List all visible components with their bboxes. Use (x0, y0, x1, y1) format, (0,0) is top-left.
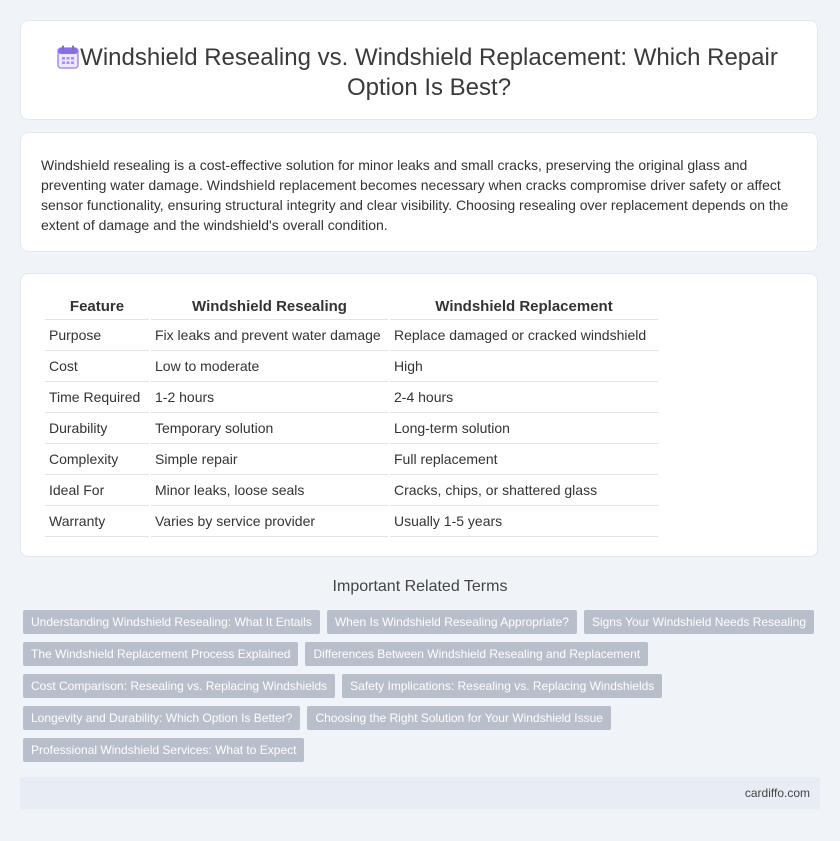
column-header-feature: Feature (45, 294, 149, 320)
table-row (45, 351, 658, 382)
table-cell: Minor leaks, loose seals (151, 475, 388, 506)
related-terms-heading: Important Related Terms (332, 578, 508, 595)
table-cell: Cost (45, 351, 149, 382)
related-terms-list (23, 610, 823, 762)
table-cell: 2-4 hours (390, 382, 658, 413)
table-cell: Varies by service provider (151, 506, 388, 537)
table-cell: Full replacement (390, 444, 658, 475)
related-term-tag[interactable]: Choosing the Right Solution for Your Windshield Issue (307, 706, 611, 730)
page-title: Windshield Resealing vs. Windshield Replacement: Which Repair Option Is Best? (80, 44, 778, 101)
related-term-tag[interactable]: Signs Your Windshield Needs Resealing (584, 610, 814, 634)
summary-card (20, 132, 818, 252)
table-cell: Replace damaged or cracked windshield (390, 320, 658, 351)
table-cell: Long-term solution (390, 413, 658, 444)
table-cell: Warranty (45, 506, 149, 537)
table-row (45, 382, 658, 413)
footer-site-link[interactable]: cardiffo.com (744, 786, 810, 800)
header-card (20, 20, 818, 120)
footer (20, 777, 820, 809)
table-cell: Temporary solution (151, 413, 388, 444)
table-cell: Fix leaks and prevent water damage (151, 320, 388, 351)
table-cell: Usually 1-5 years (390, 506, 658, 537)
related-term-tag[interactable]: Longevity and Durability: Which Option Is Better? (23, 706, 300, 730)
related-term-tag[interactable]: Understanding Windshield Resealing: What It Entails (23, 610, 320, 634)
table-cell: Time Required (45, 382, 149, 413)
related-term-tag[interactable]: Safety Implications: Resealing vs. Replacing Windshields (342, 674, 662, 698)
column-header-resealing: Windshield Resealing (151, 294, 388, 320)
comparison-table-card (20, 273, 818, 557)
table-cell: Durability (45, 413, 149, 444)
related-term-tag[interactable]: The Windshield Replacement Process Explained (23, 642, 298, 666)
table-cell: Low to moderate (151, 351, 388, 382)
table-cell: High (390, 351, 658, 382)
table-cell: Simple repair (151, 444, 388, 475)
column-header-replacement: Windshield Replacement (390, 294, 658, 320)
table-cell: Cracks, chips, or shattered glass (390, 475, 658, 506)
table-row (45, 413, 658, 444)
related-term-tag[interactable]: Differences Between Windshield Resealing and Replacement (305, 642, 648, 666)
comparison-table (43, 294, 660, 537)
table-cell: Complexity (45, 444, 149, 475)
related-term-tag[interactable]: Professional Windshield Services: What to Expect (23, 738, 304, 762)
related-term-tag[interactable]: When Is Windshield Resealing Appropriate? (327, 610, 577, 634)
table-header-row (45, 294, 658, 320)
table-row (45, 444, 658, 475)
related-term-tag[interactable]: Cost Comparison: Resealing vs. Replacing Windshields (23, 674, 335, 698)
table-row (45, 506, 658, 537)
table-row (45, 320, 658, 351)
table-row (45, 475, 658, 506)
table-cell: Purpose (45, 320, 149, 351)
summary-text: Windshield resealing is a cost-effective solution for minor leaks and small cracks, preserving the original glass and preventing water damage. Windshield replacement becomes necessary when cracks compromise driver safety or affect sensor functionality, ensuring structural integrity and clear visibility. Choosing resealing over replacement depends on the extent of damage and the windshield's overall condition. (41, 157, 789, 233)
table-cell: 1-2 hours (151, 382, 388, 413)
table-cell: Ideal For (45, 475, 149, 506)
